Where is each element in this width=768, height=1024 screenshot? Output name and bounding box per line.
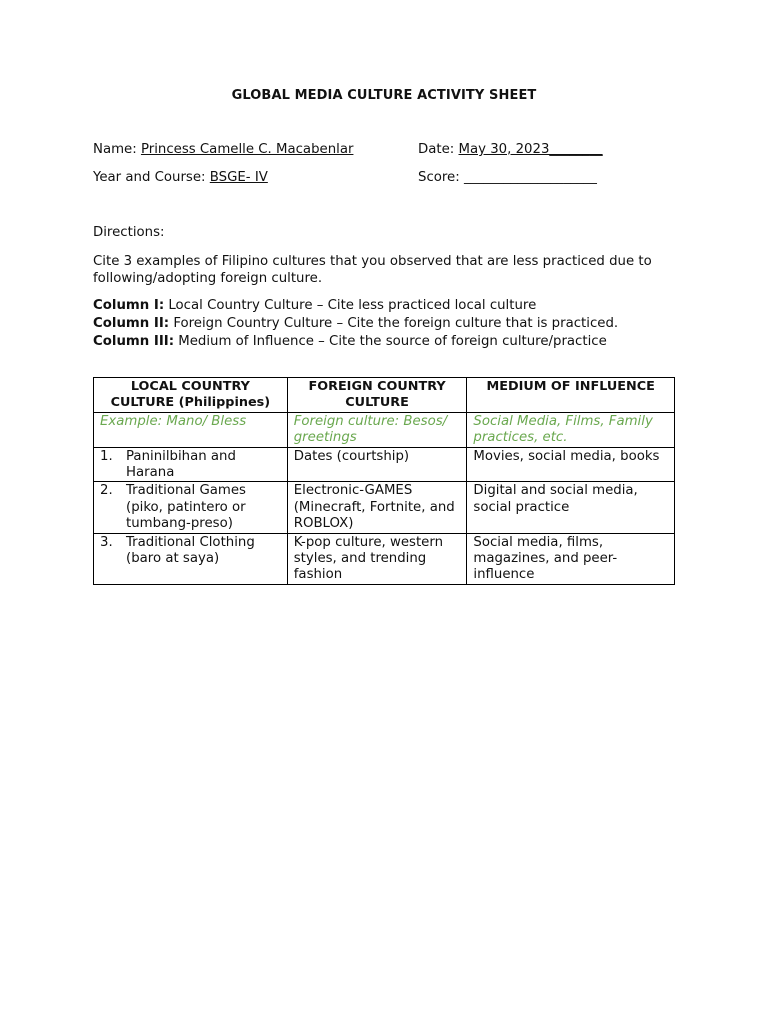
score-field xyxy=(418,170,597,185)
row-1-local-text: Paninilbihan and Harana xyxy=(126,448,236,481)
header-local: LOCAL COUNTRY CULTURE (Philippines) xyxy=(94,378,288,413)
row-2-number: 2. xyxy=(100,483,113,499)
table-row xyxy=(94,482,675,533)
column-1-description xyxy=(93,297,683,315)
column-1-label: Column I: xyxy=(93,298,165,313)
date-field xyxy=(418,142,603,157)
example-local: Example: Mano/ Bless xyxy=(94,412,288,447)
row-3-foreign: K-pop culture, western styles, and trending fashion xyxy=(287,533,467,584)
column-2-text: Foreign Country Culture – Cite the foreign culture that is practiced. xyxy=(173,316,619,331)
name-value: Princess Camelle C. Macabenlar xyxy=(140,142,354,157)
score-value: ____________________ xyxy=(463,170,597,185)
column-3-description xyxy=(93,333,683,351)
row-3-medium: Social media, films, magazines, and peer-influence xyxy=(467,533,675,584)
example-medium: Social Media, Films, Family practices, etc. xyxy=(467,412,675,447)
row-3-local xyxy=(94,533,288,584)
date-label: Date: xyxy=(418,142,455,157)
row-2-medium: Digital and social media, social practice xyxy=(467,482,675,533)
row-3-local-text: Traditional Clothing (baro at saya) xyxy=(126,534,255,567)
column-3-label: Column III: xyxy=(93,334,175,349)
year-value: BSGE- IV xyxy=(209,170,268,185)
score-label: Score: xyxy=(418,170,460,185)
table-header-row xyxy=(94,378,675,413)
directions-heading: Directions: xyxy=(93,225,165,240)
column-2-description xyxy=(93,315,683,333)
name-label: Name: xyxy=(93,142,137,157)
year-label: Year and Course: xyxy=(93,170,206,185)
year-course-field xyxy=(93,170,268,185)
directions-text: Cite 3 examples of Filipino cultures that you observed that are less practiced due to following/adopting foreign culture. xyxy=(93,254,652,286)
row-2-local xyxy=(94,482,288,533)
table-example-row xyxy=(94,412,675,447)
row-1-local xyxy=(94,447,288,482)
column-descriptions xyxy=(93,297,683,351)
page-title: GLOBAL MEDIA CULTURE ACTIVITY SHEET xyxy=(231,88,537,103)
row-1-medium: Movies, social media, books xyxy=(467,447,675,482)
table-row xyxy=(94,447,675,482)
row-2-local-text: Traditional Games (piko, patintero or tumbang-preso) xyxy=(126,483,246,532)
column-2-label: Column II: xyxy=(93,316,170,331)
example-foreign: Foreign culture: Besos/ greetings xyxy=(287,412,467,447)
table-row xyxy=(94,533,675,584)
header-medium: MEDIUM OF INFLUENCE xyxy=(467,378,675,413)
culture-table xyxy=(93,377,675,585)
row-2-foreign: Electronic-GAMES (Minecraft, Fortnite, and ROBLOX) xyxy=(287,482,467,533)
row-3-number: 3. xyxy=(100,534,113,550)
header-foreign: FOREIGN COUNTRY CULTURE xyxy=(287,378,467,413)
column-3-text: Medium of Influence – Cite the source of foreign culture/practice xyxy=(178,334,607,349)
name-field xyxy=(93,142,353,157)
column-1-text: Local Country Culture – Cite less practiced local culture xyxy=(168,298,537,313)
date-value: May 30, 2023________ xyxy=(458,142,603,157)
row-1-foreign: Dates (courtship) xyxy=(287,447,467,482)
row-1-number: 1. xyxy=(100,448,113,464)
